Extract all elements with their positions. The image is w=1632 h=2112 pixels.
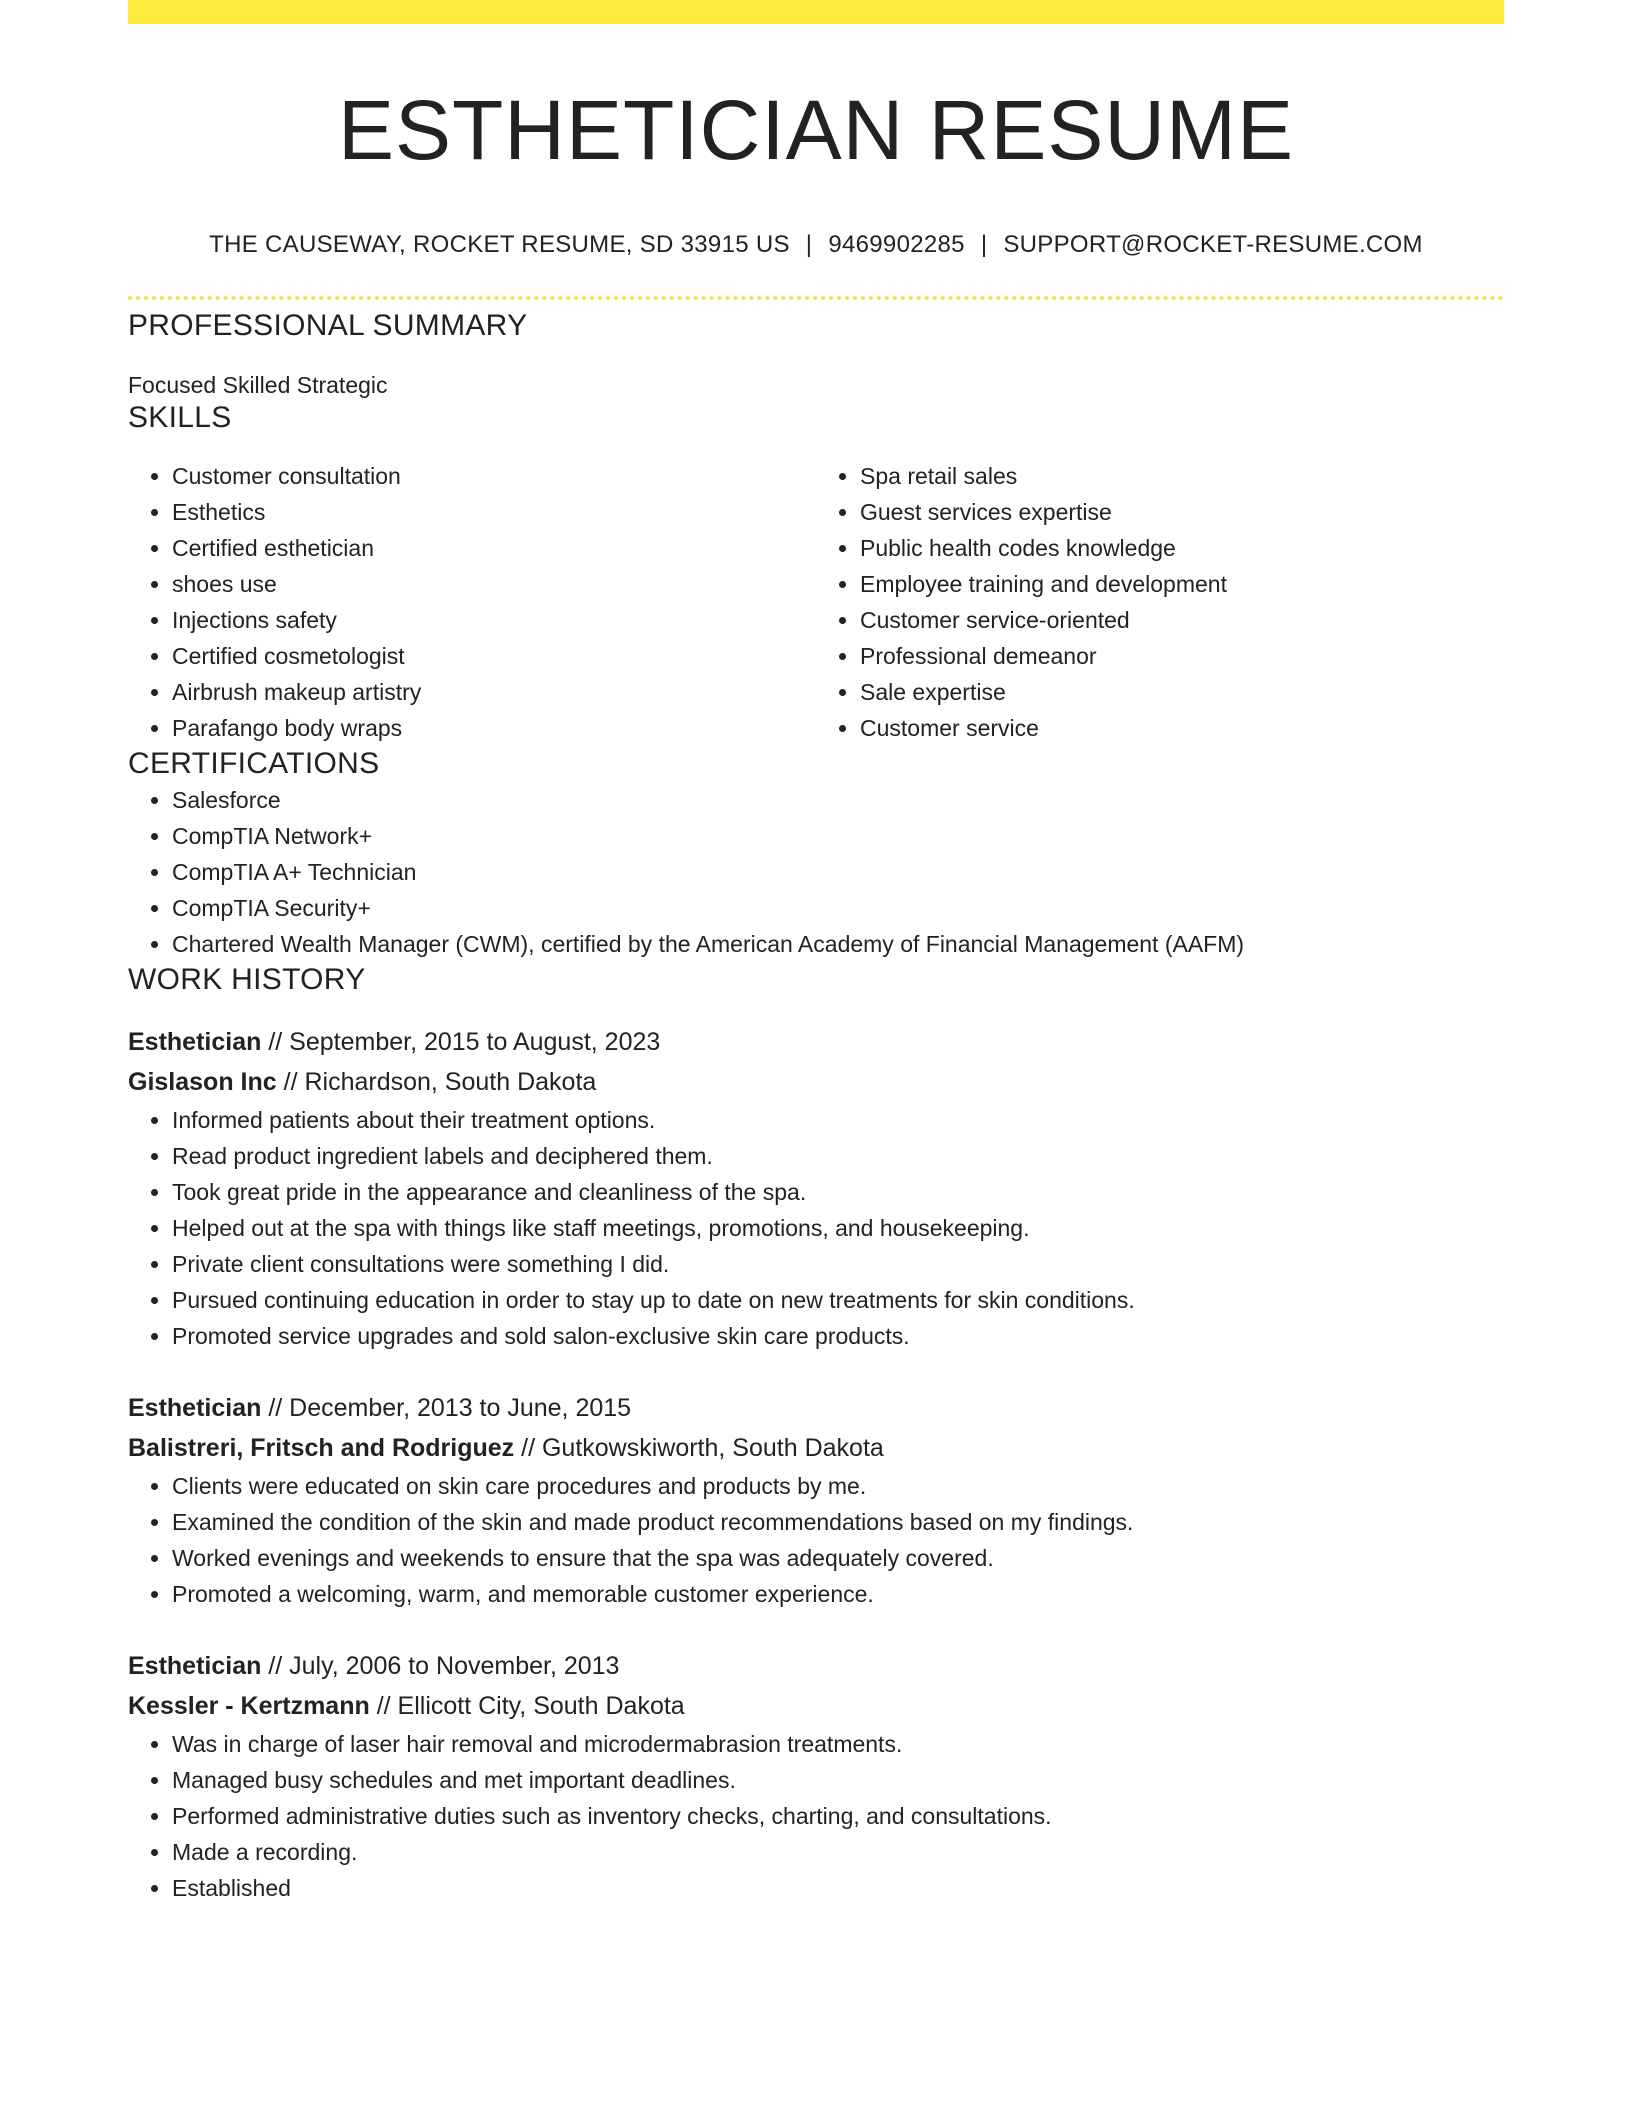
certifications-heading: CERTIFICATIONS — [128, 747, 380, 780]
job-company-line — [128, 1062, 1504, 1102]
skill-item: • Certified esthetician — [172, 530, 816, 566]
skill-item: • Airbrush makeup artistry — [172, 674, 816, 710]
job-location: // Ellicott City, South Dakota — [369, 1692, 685, 1720]
skill-item: • Customer service — [860, 710, 1504, 746]
skill-item: • Esthetics — [172, 494, 816, 530]
job-title: Esthetician — [128, 1028, 262, 1056]
job-company-line — [128, 1428, 1504, 1468]
summary-text: Focused Skilled Strategic — [128, 372, 388, 398]
skill-item: • Sale expertise — [860, 674, 1504, 710]
job-entry — [128, 1388, 1504, 1612]
contact-email: SUPPORT@ROCKET-RESUME.COM — [1003, 231, 1423, 258]
job-location: // Gutkowskiworth, South Dakota — [514, 1434, 884, 1462]
certifications-list — [128, 782, 1504, 962]
job-duties-list — [128, 1468, 1504, 1612]
skills-list-left — [128, 458, 816, 746]
job-duty: • Clients were educated on skin care procedures and products by me. — [172, 1468, 1504, 1504]
skill-item: • Customer consultation — [172, 458, 816, 494]
job-title-line — [128, 1388, 1504, 1428]
skill-item: • Parafango body wraps — [172, 710, 816, 746]
skills-list-right — [816, 458, 1504, 746]
skill-item: • Injections safety — [172, 602, 816, 638]
resume-title: ESTHETICIAN RESUME — [337, 83, 1295, 177]
job-duty: • Promoted a welcoming, warm, and memorable customer experience. — [172, 1576, 1504, 1612]
job-duty: • Established — [172, 1870, 1504, 1906]
job-duty: • Worked evenings and weekends to ensure that the spa was adequately covered. — [172, 1540, 1504, 1576]
certification-item: • CompTIA Network+ — [172, 818, 1504, 854]
certification-item: • Chartered Wealth Manager (CWM), certified by the American Academy of Financial Management (AAFM) — [172, 926, 1504, 962]
contact-address: THE CAUSEWAY, ROCKET RESUME, SD 33915 US — [209, 231, 790, 258]
job-duty: • Examined the condition of the skin and made product recommendations based on my findings. — [172, 1504, 1504, 1540]
skill-item: • Guest services expertise — [860, 494, 1504, 530]
skill-item: • Public health codes knowledge — [860, 530, 1504, 566]
contact-separator: | — [805, 231, 813, 258]
job-location: // Richardson, South Dakota — [276, 1068, 597, 1096]
skill-item: • Employee training and development — [860, 566, 1504, 602]
skill-item: • shoes use — [172, 566, 816, 602]
certification-item: • Salesforce — [172, 782, 1504, 818]
contact-phone: 9469902285 — [828, 231, 965, 258]
job-duty: • Informed patients about their treatment options. — [172, 1102, 1504, 1138]
job-duty: • Made a recording. — [172, 1834, 1504, 1870]
job-dates: // December, 2013 to June, 2015 — [261, 1394, 632, 1422]
skill-item: • Certified cosmetologist — [172, 638, 816, 674]
skill-item: • Professional demeanor — [860, 638, 1504, 674]
job-duty: • Managed busy schedules and met important deadlines. — [172, 1762, 1504, 1798]
job-duty: • Private client consultations were something I did. — [172, 1246, 1504, 1282]
job-company: Gislason Inc — [128, 1068, 277, 1096]
job-title-line — [128, 1022, 1504, 1062]
job-company: Balistreri, Fritsch and Rodriguez — [128, 1434, 515, 1462]
contact-line — [128, 230, 1504, 260]
job-title: Esthetician — [128, 1394, 262, 1422]
certification-item: • CompTIA A+ Technician — [172, 854, 1504, 890]
work-history-heading: WORK HISTORY — [128, 963, 366, 996]
skill-item: • Spa retail sales — [860, 458, 1504, 494]
job-duties-list — [128, 1726, 1504, 1906]
job-dates: // September, 2015 to August, 2023 — [261, 1028, 661, 1056]
job-duty: • Performed administrative duties such as inventory checks, charting, and consultations. — [172, 1798, 1504, 1834]
job-duty: • Promoted service upgrades and sold salon-exclusive skin care products. — [172, 1318, 1504, 1354]
resume-page — [128, 0, 1504, 1906]
job-duty: • Helped out at the spa with things like staff meetings, promotions, and housekeeping. — [172, 1210, 1504, 1246]
skills-columns — [128, 458, 1504, 746]
job-title: Esthetician — [128, 1652, 262, 1680]
job-duty: • Took great pride in the appearance and cleanliness of the spa. — [172, 1174, 1504, 1210]
job-duty: • Pursued continuing education in order to stay up to date on new treatments for skin conditions. — [172, 1282, 1504, 1318]
skills-heading: SKILLS — [128, 401, 232, 434]
certification-item: • CompTIA Security+ — [172, 890, 1504, 926]
job-duties-list — [128, 1102, 1504, 1354]
summary-heading: PROFESSIONAL SUMMARY — [128, 309, 528, 342]
job-dates: // July, 2006 to November, 2013 — [261, 1652, 620, 1680]
accent-bar — [128, 0, 1504, 24]
job-duty: • Read product ingredient labels and deciphered them. — [172, 1138, 1504, 1174]
skill-item: • Customer service-oriented — [860, 602, 1504, 638]
dotted-divider — [128, 296, 1504, 300]
job-duty: • Was in charge of laser hair removal and microdermabrasion treatments. — [172, 1726, 1504, 1762]
job-title-line — [128, 1646, 1504, 1686]
contact-separator: | — [980, 231, 988, 258]
job-entry — [128, 1646, 1504, 1906]
job-company-line — [128, 1686, 1504, 1726]
job-company: Kessler - Kertzmann — [128, 1692, 370, 1720]
job-entry — [128, 1022, 1504, 1354]
